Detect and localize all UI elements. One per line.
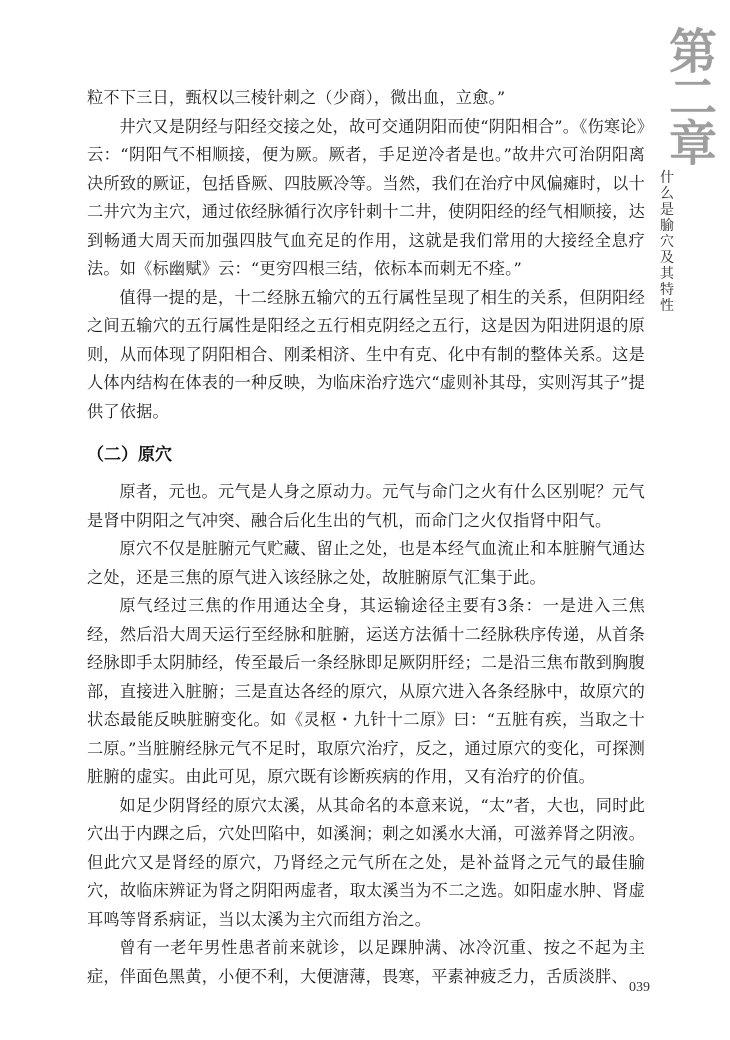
chapter-char-2: 二	[668, 70, 717, 126]
paragraph: 值得一提的是，十二经脉五输穴的五行属性呈现了相生的关系，但阴阳经之间五输穴的五行属性是阳经之五行相克阴经之五行，这是因为阳进阴退的原则，从而体现了阴阳相合、刚柔相济、生中有克、化中有制的整体关系。这是人体内结构在体表的一种反映，为临床治疗选穴“虚则补其母，实则泻其子”提供了依据。	[87, 287, 645, 421]
page-number: 039	[629, 980, 650, 995]
paragraph: 原气经过三焦的作用通达全身，其运输途径主要有3条：一是进入三焦经，然后沿大周天运行至经脉和脏腑，运送方法循十二经脉秩序传递，从首条经脉即手太阴肺经，传至最后一条经脉即足厥阴肝经；二是沿三焦布散到胸腹部，直接进入脏腑；三是直达各经的原穴，从原穴进入各条经脉中，故原穴的状态最能反映脏腑变化。如《灵枢・九针十二原》曰：“五脏有疾，当取之十二原。”当脏腑经脉元气不足时，取原穴治疗，反之，通过原穴的变化，可探测脏腑的虚实。由此可见，原穴既有诊断疾病的作用，又有治疗的价值。	[87, 596, 645, 786]
paragraph: 原穴不仅是脏腑元气贮藏、留止之处，也是本经气血流止和本脏腑气通达之处，还是三焦的原气进入该经脉之处，故脏腑原气汇集于此。	[87, 539, 645, 587]
body-text	[87, 84, 645, 991]
chapter-char-1: 第	[668, 24, 717, 80]
paragraph: 井穴又是阴经与阳经交接之处，故可交通阴阳而使“阴阳相合”。《伤寒论》云：“阴阳气不相顺接，便为厥。厥者，手足逆冷者是也。”故井穴可治阴阳离决所致的厥证，包括昏厥、四肢厥冷等。当然，我们在治疗中风偏瘫时，以十二井穴为主穴，通过依经脉循行次序针刺十二井，使阴阳经的经气相顺接，达到畅通大周天而加强四肢气血充足的作用，这就是我们常用的大接经全息疗法。如《标幽赋》云：“更穷四根三结，依标本而刺无不痊。”	[87, 116, 645, 278]
chapter-subtitle: 什么是腧穴及其特性	[660, 170, 674, 314]
paragraph: 原者，元也。元气是人身之原动力。元气与命门之火有什么区别呢？元气是肾中阴阳之气冲突、融合后化生出的气机，而命门之火仅指肾中阳气。	[87, 482, 645, 530]
chapter-char-3: 章	[668, 116, 717, 172]
section-heading: （二）原穴	[87, 445, 172, 465]
paragraph-continued: 粒不下三日，甄权以三棱针刺之（少商），微出血，立愈。”	[87, 88, 506, 107]
paragraph: 曾有一老年男性患者前来就诊，以足踝肿满、冰冷沉重、按之不起为主症，伴面色黑黄，小便不利，大便溏薄，畏寒，平素神疲乏力，舌质淡胖、	[87, 938, 645, 986]
paragraph: 如足少阴肾经的原穴太溪，从其命名的本意来说，“太”者，大也，同时此穴出于内踝之后，穴处凹陷中，如溪涧；刺之如溪水大涌，可滋养肾之阴液。但此穴又是肾经的原穴，乃肾经之元气所在之处，是补益肾之元气的最佳腧穴，故临床辨证为肾之阴阳两虚者，取太溪当为不二之选。如阳虚水肿、肾虚耳鸣等肾系病证，当以太溪为主穴而组方治之。	[87, 795, 645, 929]
